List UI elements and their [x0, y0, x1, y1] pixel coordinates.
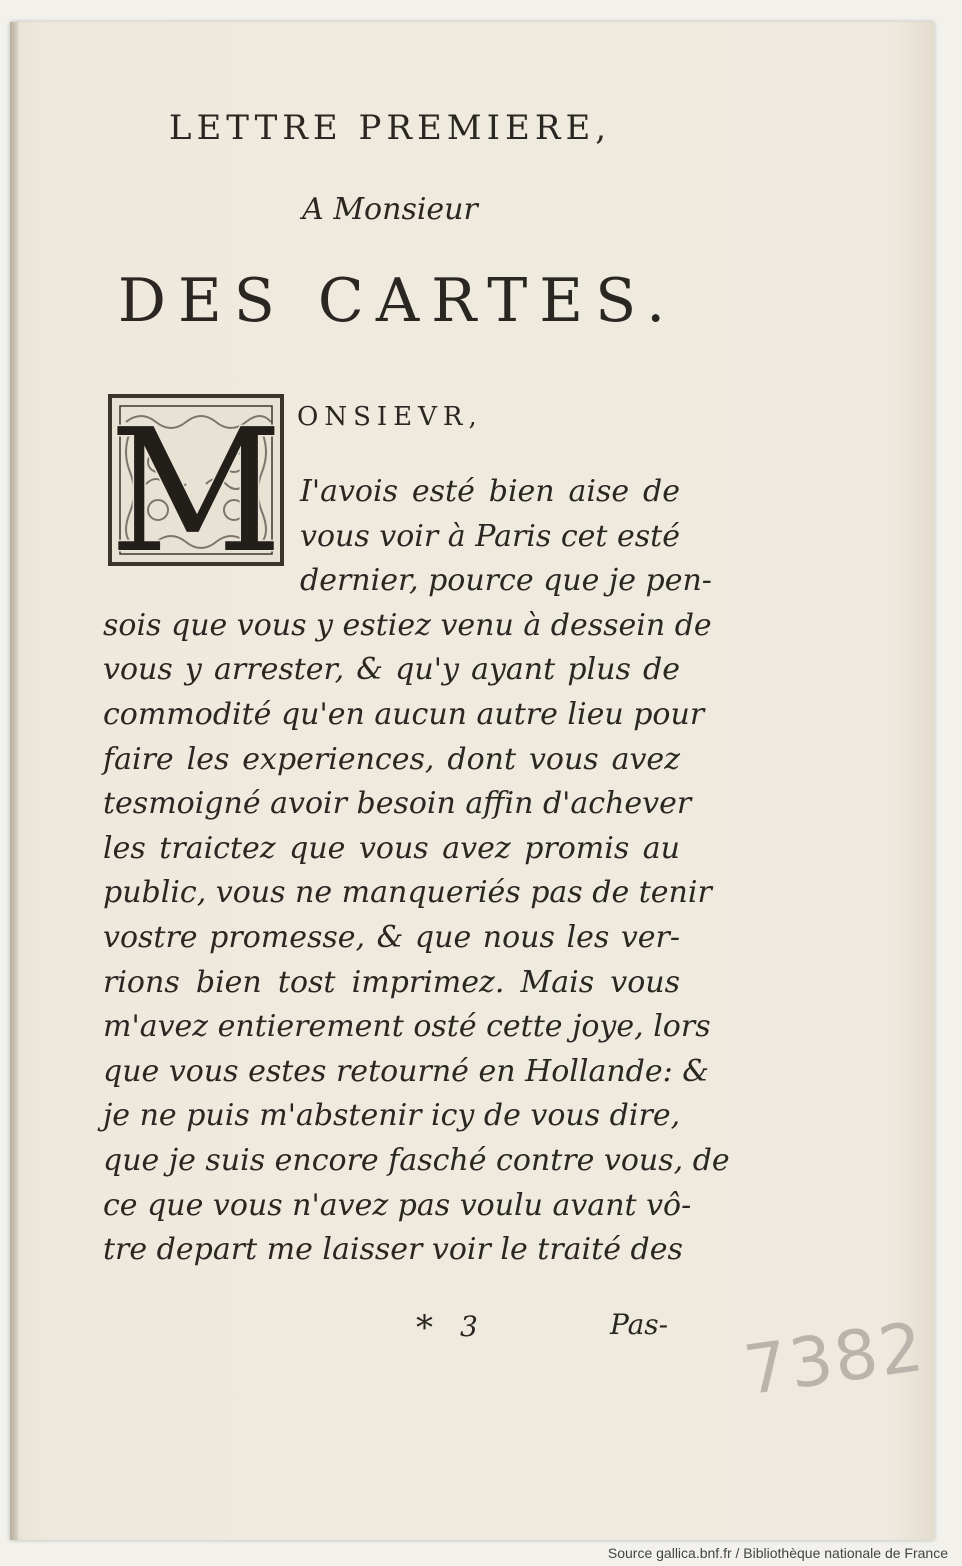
drop-cap-letter: M — [108, 393, 284, 568]
text-line: sois que vous y estiez venu à dessein de — [103, 607, 712, 643]
page-footer — [100, 1308, 680, 1348]
book-spine — [10, 22, 18, 1540]
text-line: que vous estes retourné en Hollande: & — [103, 1053, 709, 1089]
pencil-shelfmark: 7382 — [739, 1307, 930, 1412]
subtitle: A Monsieur — [302, 192, 478, 227]
catchword: Pas- — [610, 1308, 669, 1341]
text-line: les traictez que vous avez promis au — [103, 830, 680, 866]
text-line: dernier, pource que je pen- — [300, 563, 712, 599]
text-line: commodité qu'en aucun autre lieu pour — [103, 696, 705, 732]
text-line: je ne puis m'abstenir icy de vous dire, — [103, 1098, 681, 1134]
text-line: m'avez entierement osté cette joye, lors — [103, 1009, 711, 1045]
text-line: public, vous ne manqueriés pas de tenir — [103, 875, 712, 911]
salutation: ONSIEVR, — [297, 402, 483, 432]
text-line: I'avois esté bien aise de — [300, 474, 680, 509]
text-line: rions bien tost imprimez. Mais vous — [103, 964, 680, 1000]
running-title: LETTRE PREMIERE, — [168, 108, 612, 148]
text-line: vostre promesse, & que nous les ver- — [103, 919, 680, 955]
text-line: faire les experiences, dont vous avez — [103, 741, 680, 777]
signature-mark: * — [416, 1308, 433, 1348]
page-number: 3 — [460, 1310, 478, 1343]
text-line: que je suis encore fasché contre vous, de — [103, 1142, 730, 1178]
text-line: tesmoigné avoir besoin affin d'achever — [103, 786, 692, 822]
letter-body — [103, 470, 730, 1273]
text-line: vous y arrester, & qu'y ayant plus de — [103, 652, 680, 688]
text-line: tre depart me laisser voir le traité des — [103, 1232, 683, 1268]
text-line: vous voir à Paris cet esté — [300, 518, 680, 554]
source-credit: Source gallica.bnf.fr / Bibliothèque nationale de France — [607, 1545, 948, 1561]
text-line: ce que vous n'avez pas voulu avant vô- — [103, 1187, 692, 1223]
main-title: DES CARTES. — [117, 266, 678, 336]
